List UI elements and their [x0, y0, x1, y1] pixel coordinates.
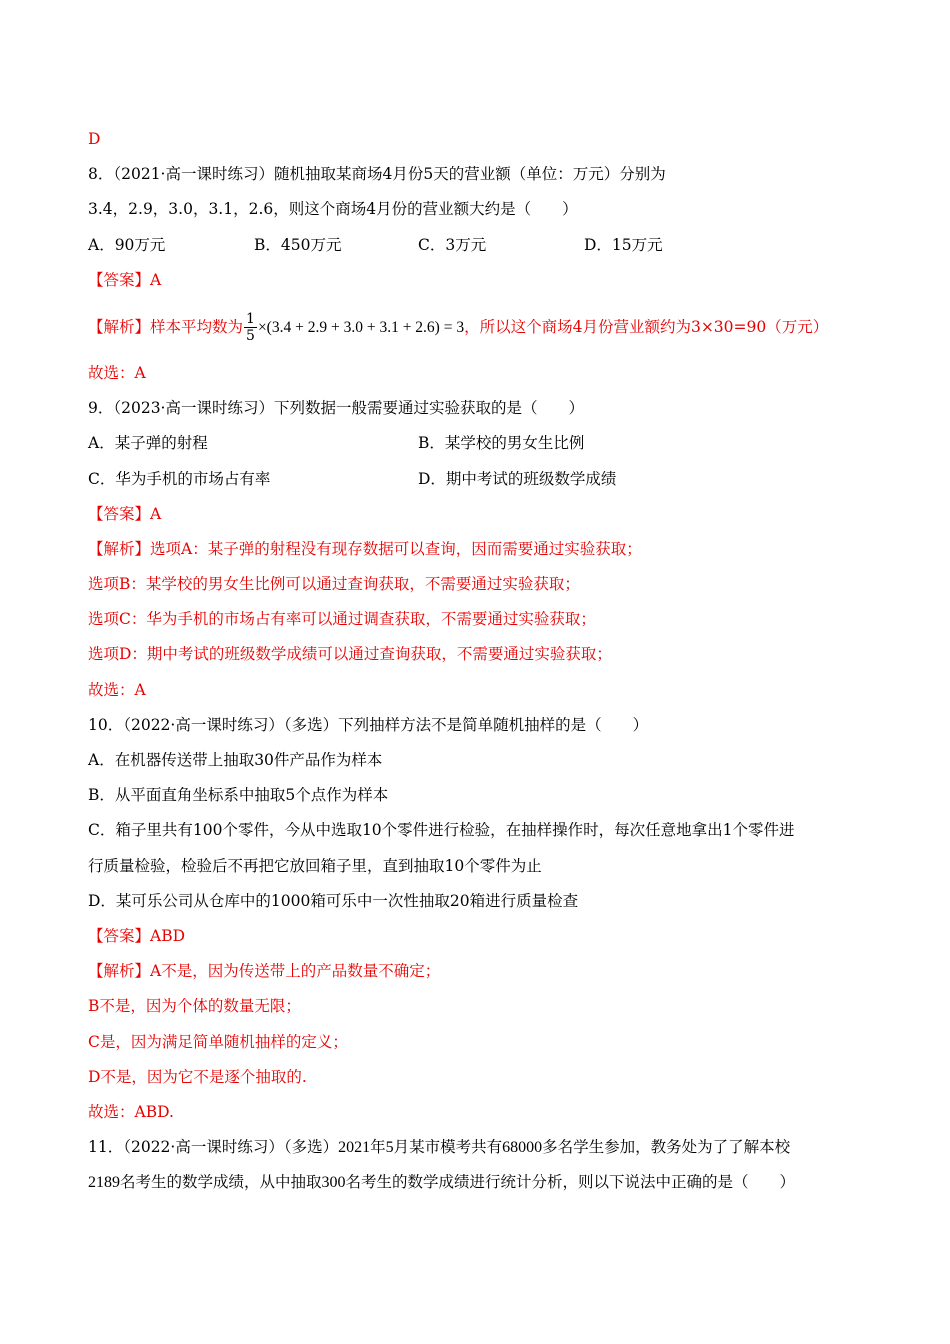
q11-stem-line-1	[88, 1130, 878, 1165]
q10-stem: 10．（2022·高一课时练习）（多选）下列抽样方法不是简单随机抽样的是（ ）	[88, 715, 649, 734]
previous-answer-letter: D	[88, 130, 101, 148]
q9-options-row-1	[88, 426, 878, 461]
q11-text-year-unit: 年	[370, 1138, 386, 1157]
q11-sample-size: 300	[321, 1174, 346, 1192]
q9-stem: 9．（2023·高一课时练习）下列数据一般需要通过实验获取的是（ ）	[88, 399, 584, 418]
q8-answer: 【答案】A	[88, 270, 162, 289]
q10-analysis-line-4: D不是，因为它不是逐个抽取的.	[88, 1067, 307, 1086]
q9-analysis-line-3: 选项C：华为手机的市场占有率可以通过调查获取，不需要通过实验获取；	[88, 610, 596, 629]
q11-stem-line-2	[88, 1165, 878, 1200]
q9-option-c: C．华为手机的市场占有率	[88, 469, 271, 488]
q9-analysis-line-1: 【解析】选项A：某子弹的射程没有现存数据可以查询，因而需要通过实验获取；	[88, 539, 642, 558]
q10-option-d: D．某可乐公司从仓库中的1000箱可乐中一次性抽取20箱进行质量检查	[88, 891, 579, 910]
q11-text-part-5: 名考生的数学成绩，从中抽取	[120, 1173, 322, 1192]
q10-option-c-line-2: 行质量检验，检验后不再把它放回箱子里，直到抽取10个零件为止	[88, 856, 542, 875]
q8-option-b: B．450万元	[254, 235, 342, 254]
q8-expression: ×(3.4 + 2.9 + 3.0 + 3.1 + 2.6) = 3	[257, 318, 465, 336]
question-11	[88, 1130, 878, 1200]
q9-options-row-2	[88, 462, 878, 497]
q11-year: 2021	[338, 1139, 371, 1157]
q10-answer: 【答案】ABD	[88, 926, 186, 945]
q10-option-c-line-1: C．箱子里共有100个零件，今从中选取10个零件进行检验，在抽样操作时，每次任意地拿出1个零件进	[88, 821, 795, 840]
q11-prefix: 11．（2022·高一课时练习）（多选）	[88, 1138, 339, 1157]
q9-option-d: D．期中考试的班级数学成绩	[418, 469, 617, 488]
q11-text-part-6: 名考生的数学成绩进行统计分析，则以下说法中正确的是（ ）	[345, 1173, 796, 1192]
q8-analysis	[88, 298, 878, 356]
q8-option-c: C．3万元	[418, 235, 487, 254]
q8-option-d: D．15万元	[584, 235, 663, 254]
question-8	[88, 157, 878, 391]
document-page	[88, 122, 878, 1200]
q8-analysis-prefix: 【解析】样本平均数为	[88, 317, 244, 336]
q10-analysis-line-1: 【解析】A不是，因为传送带上的产品数量不确定；	[88, 962, 441, 981]
q8-stem-line-1: 8．（2021·高一课时练习）随机抽取某商场4月份5天的营业额（单位：万元）分别为	[88, 165, 666, 184]
question-10	[88, 708, 878, 1130]
q10-option-a: A．在机器传送带上抽取30件产品作为样本	[88, 751, 383, 769]
q8-fraction	[244, 311, 257, 344]
q11-total-students: 68000	[502, 1139, 543, 1157]
q9-option-b: B．某学校的男女生比例	[418, 434, 585, 453]
q11-text-part-4: 多名学生参加，教务处为了了解本校	[542, 1138, 791, 1157]
q11-school-students: 2189	[88, 1174, 120, 1192]
q8-fraction-denominator: 5	[246, 328, 255, 345]
question-9	[88, 391, 878, 708]
q11-text-month-unit: 月某市模考共有	[393, 1138, 503, 1157]
q8-options	[88, 228, 878, 263]
q8-option-a: A．90万元	[88, 235, 166, 254]
q9-choose: 故选：A	[88, 680, 146, 699]
q8-choose: 故选：A	[88, 363, 146, 382]
q10-choose: 故选：ABD.	[88, 1102, 174, 1121]
q10-option-b: B．从平面直角坐标系中抽取5个点作为样本	[88, 786, 389, 805]
q9-option-a: A．某子弹的射程	[88, 434, 208, 453]
q11-month: 5	[385, 1139, 394, 1157]
q9-analysis-line-2: 选项B：某学校的男女生比例可以通过查询获取，不需要通过实验获取；	[88, 575, 580, 594]
q10-analysis-line-2: B不是，因为个体的数量无限；	[88, 997, 301, 1016]
q8-fraction-numerator: 1	[246, 311, 255, 328]
q10-analysis-line-3: C是，因为满足简单随机抽样的定义；	[88, 1032, 348, 1051]
q8-analysis-suffix: ，所以这个商场4月份营业额约为3×30=90（万元）	[464, 317, 829, 336]
q9-answer: 【答案】A	[88, 504, 162, 523]
q9-analysis-line-4: 选项D：期中考试的班级数学成绩可以通过查询获取，不需要通过实验获取；	[88, 645, 612, 664]
q8-stem-line-2: 3.4，2.9，3.0，3.1，2.6，则这个商场4月份的营业额大约是（ ）	[88, 200, 578, 219]
